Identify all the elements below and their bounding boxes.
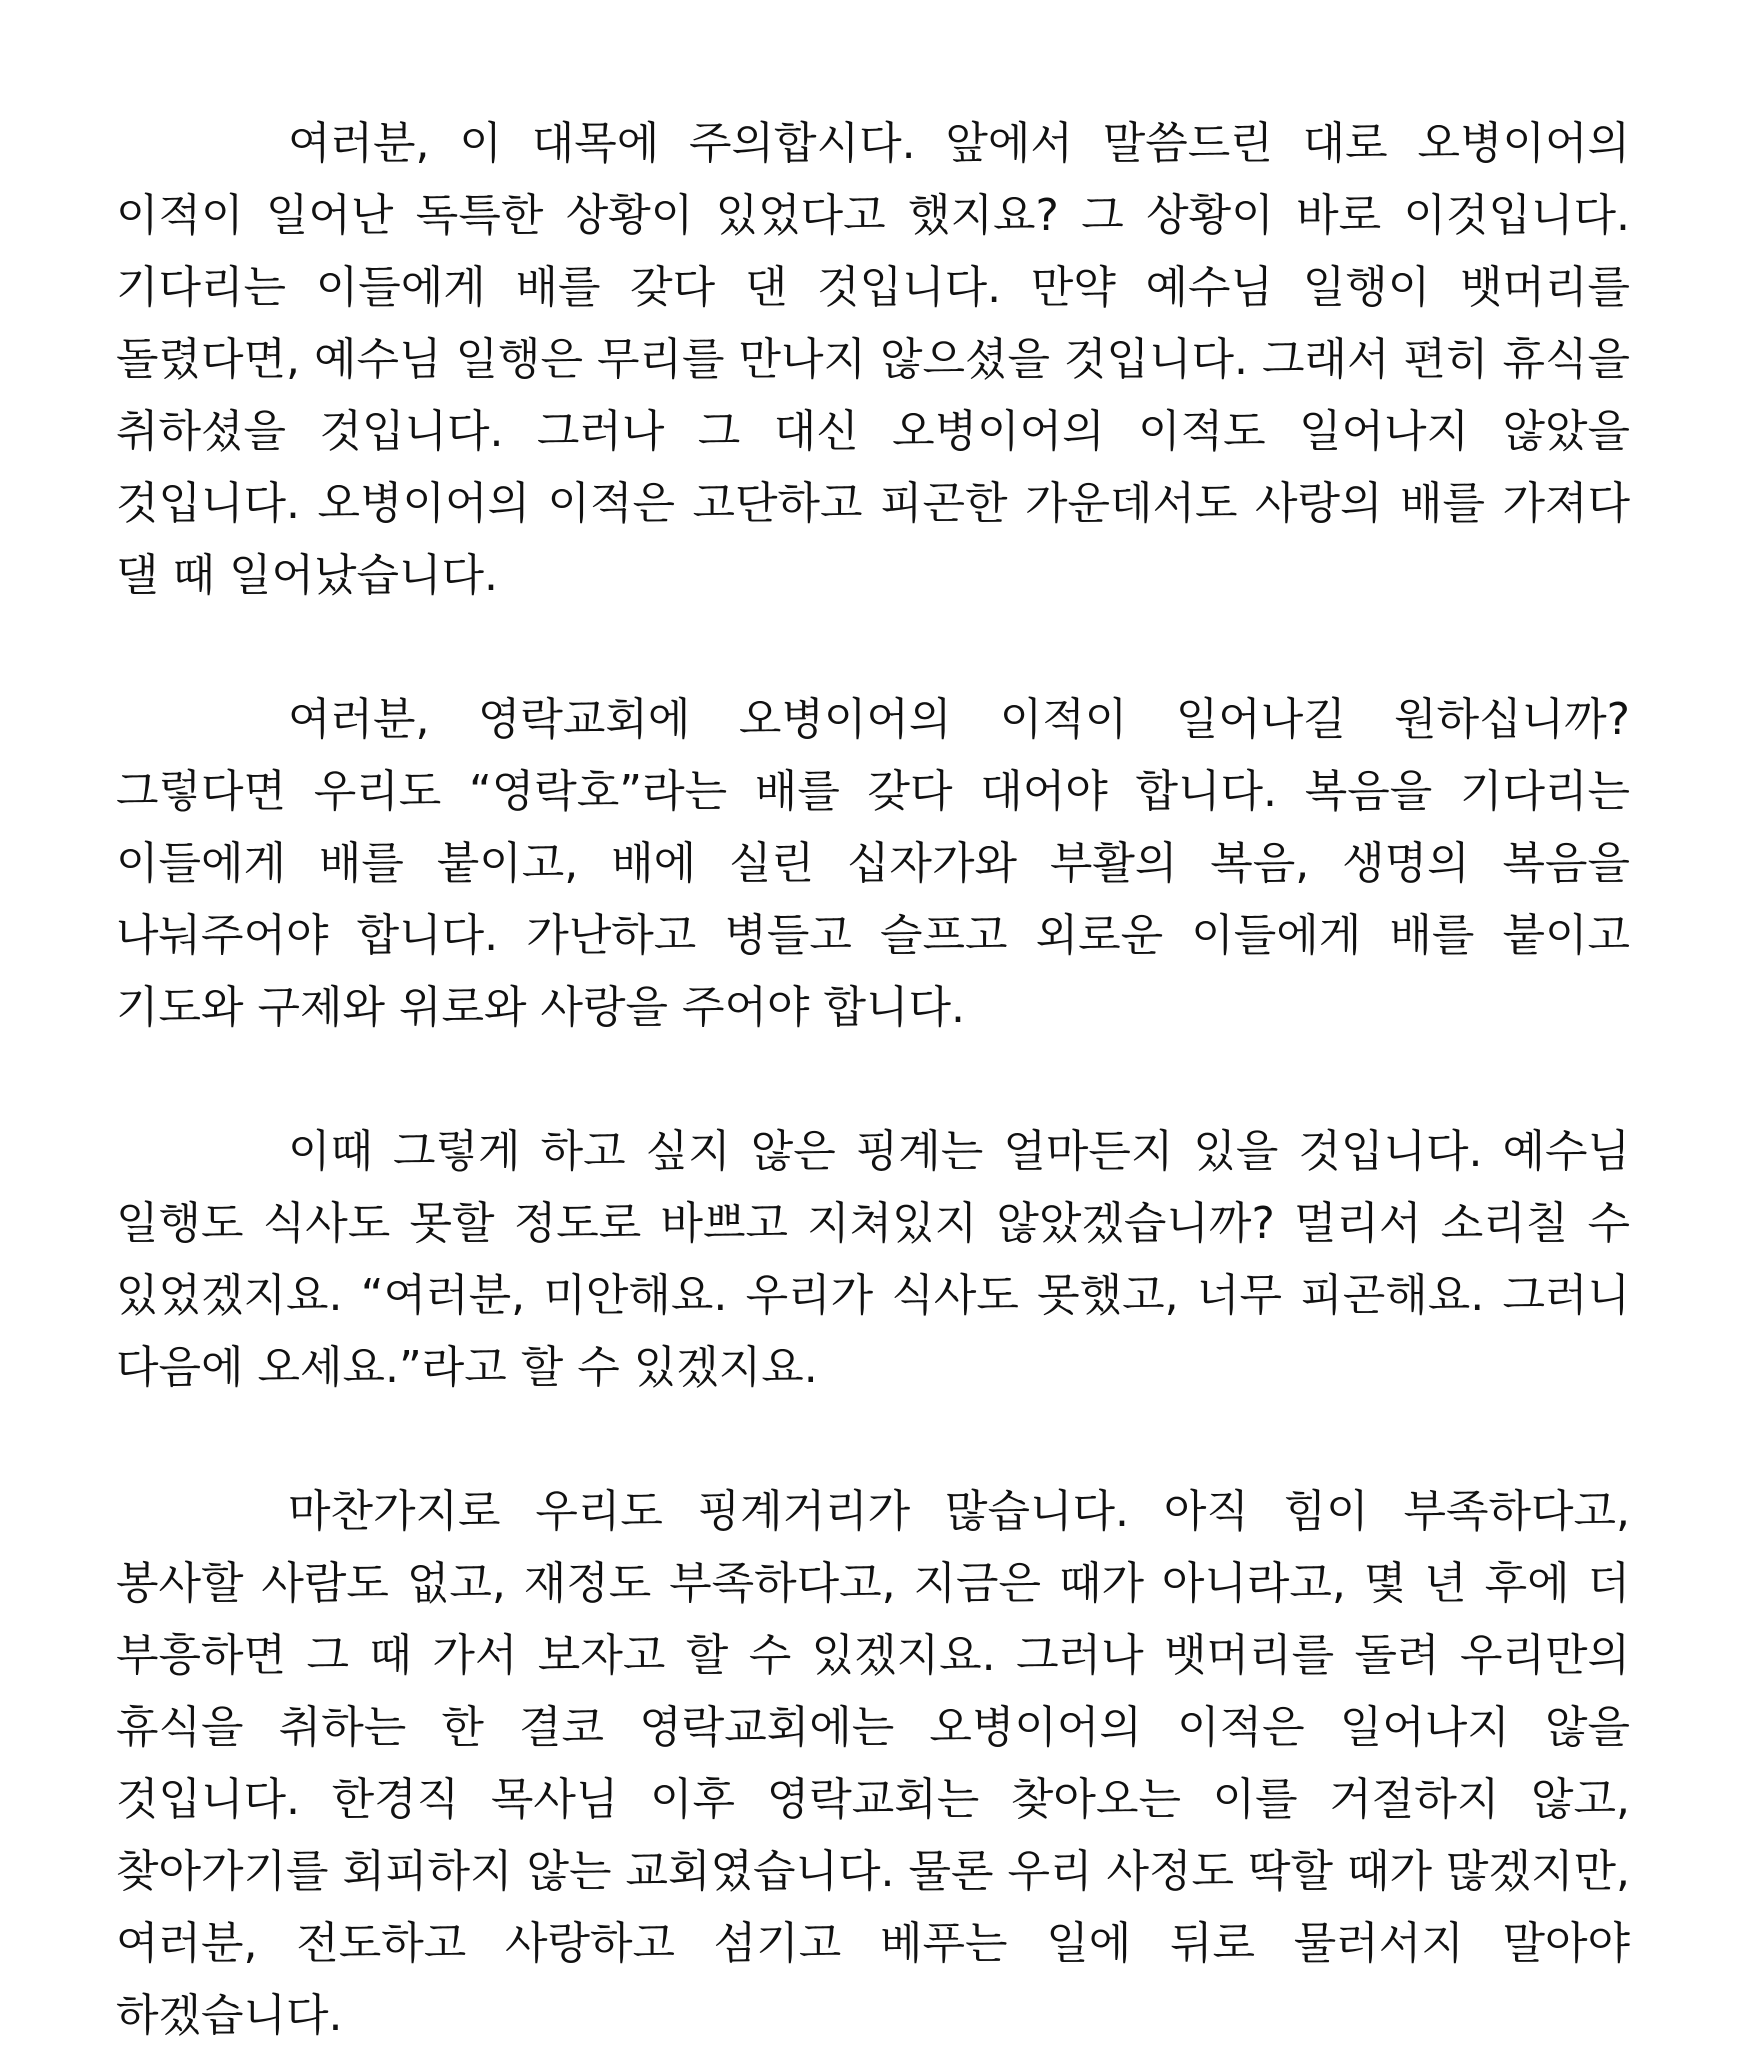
paragraph-2: 여러분, 영락교회에 오병이어의 이적이 일어나길 원하십니까? 그렇다면 우리도 “영락호”라는 배를 갖다 대어야 합니다. 복음을 기다리는 이들에게 배를 붙이고, 배에 실린 십자가와 부활의 복음, 생명의 복음을 나눠주어야 합니다. 가난하고 병들고 슬프고 외로운 이들에게 배를 붙이고 기도와 구제와 위로와 사랑을 주어야 합니다. [116,694,1630,1033]
document-body [116,108,1630,2052]
paragraph-4: 마찬가지로 우리도 핑계거리가 많습니다. 아직 힘이 부족하다고, 봉사할 사람도 없고, 재정도 부족하다고, 지금은 때가 아니라고, 몇 년 후에 더 부흥하면 그 때 가서 보자고 할 수 있겠지요. 그러나 뱃머리를 돌려 우리만의 휴식을 취하는 한 결코 영락교회에는 오병이어의 이적은 일어나지 않을 것입니다. 한경직 목사님 이후 영락교회는 찾아오는 이를 거절하지 않고, 찾아가기를 회피하지 않는 교회였습니다. 물론 우리 사정도 딱할 때가 많겠지만, 여러분, 전도하고 사랑하고 섬기고 베푸는 일에 뒤로 물러서지 말아야 하겠습니다. [116,1486,1630,2041]
paragraph-3: 이때 그렇게 하고 싶지 않은 핑계는 얼마든지 있을 것입니다. 예수님 일행도 식사도 못할 정도로 바쁘고 지쳐있지 않았겠습니까? 멀리서 소리칠 수 있었겠지요. “여러분, 미안해요. 우리가 식사도 못했고, 너무 피곤해요. 그러니 다음에 오세요.”라고 할 수 있겠지요. [116,1126,1630,1393]
paragraph-1: 여러분, 이 대목에 주의합시다. 앞에서 말씀드린 대로 오병이어의 이적이 일어난 독특한 상황이 있었다고 했지요? 그 상황이 바로 이것입니다. 기다리는 이들에게 배를 갖다 댄 것입니다. 만약 예수님 일행이 뱃머리를 돌렸다면, 예수님 일행은 무리를 만나지 않으셨을 것입니다. 그래서 편히 휴식을 취하셨을 것입니다. 그러나 그 대신 오병이어의 이적도 일어나지 않았을 것입니다. 오병이어의 이적은 고단하고 피곤한 가운데서도 사랑의 배를 가져다 댈 때 일어났습니다. [116,118,1630,601]
